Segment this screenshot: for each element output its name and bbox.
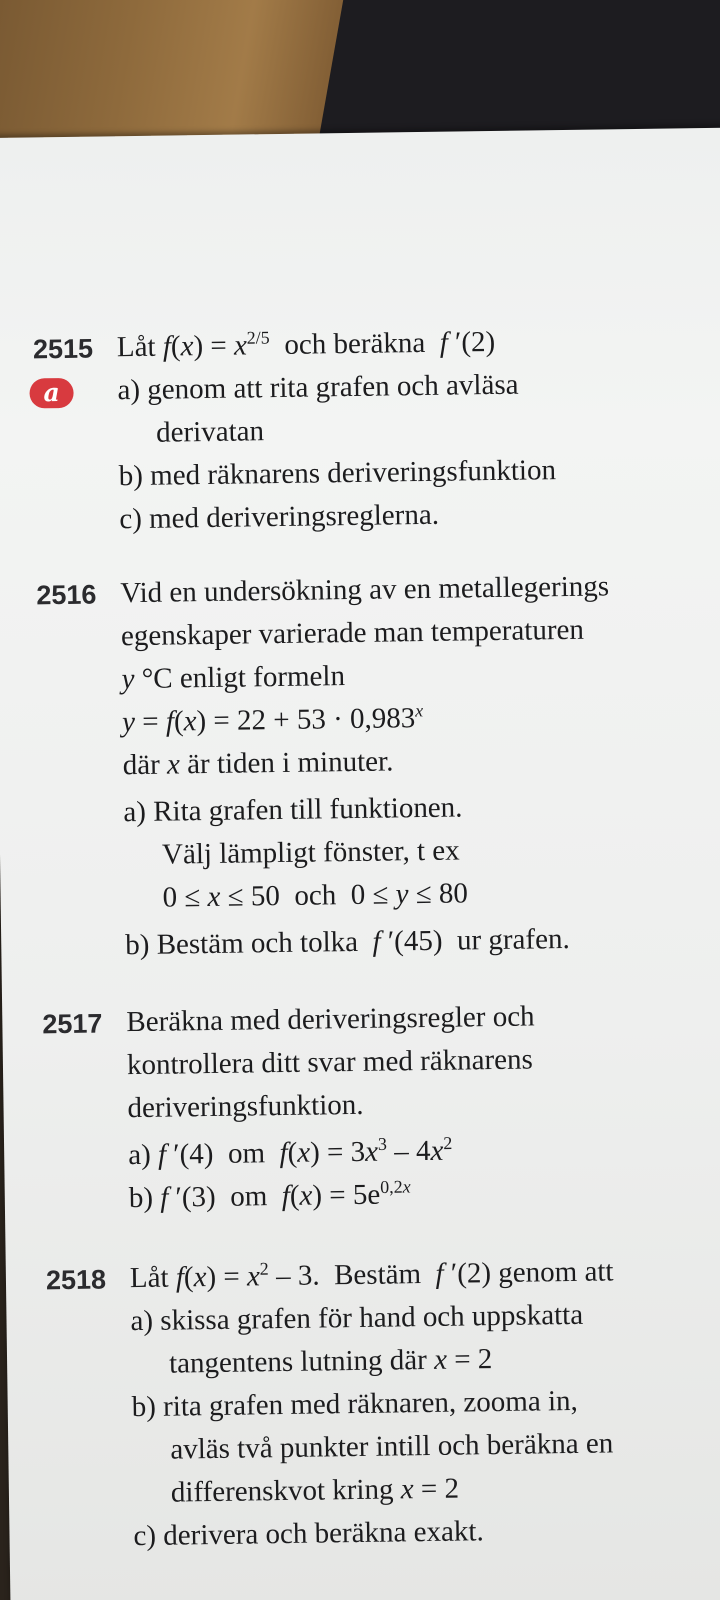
problem-2517-line-2: kontrollera ditt svar med räknarens: [126, 1043, 534, 1082]
problem-number-2517: 2517: [42, 1008, 103, 1040]
textbook-page: [0, 127, 720, 1600]
problem-2516: [120, 565, 614, 967]
problem-2515-intro: Låt $f(x) = x^{2/5}$ och beräkna f ′(2): [116, 325, 496, 364]
problem-2517-item-b: b) f ′(3) om $f(x) = 5e^{0,2x}$: [128, 1176, 411, 1215]
problem-2517: [126, 995, 537, 1220]
problem-2518-item-a-line-2: tangentens lutning där x = 2: [168, 1343, 493, 1380]
problem-2516-item-a: a) Rita grafen till funktionen.: [123, 791, 463, 829]
problem-2517-line-1: Beräkna med deriveringsregler och: [126, 1000, 535, 1039]
problem-2518-item-c: c) derivera och beräkna exakt.: [133, 1515, 484, 1553]
problem-2518-intro: Låt $f(x) = x^2 - 3$. Bestäm f ′(2) genom att: [129, 1255, 614, 1295]
problem-2515: [117, 320, 557, 541]
problem-2516-item-a-line-2: Välj lämpligt fönster, t ex: [161, 834, 460, 871]
problem-2518-item-a: a) skissa grafen för hand och uppskatta: [130, 1298, 584, 1338]
problem-2515-item-b: b) med räknarens deriveringsfunktion: [118, 454, 557, 493]
dark-object-background: [317, 0, 720, 150]
problem-2516-line-2: egenskaper varierade man temperaturen: [120, 613, 585, 653]
problem-2518-item-b-line-3: differenskvot kring x = 2: [170, 1472, 460, 1509]
problem-2518: [130, 1250, 618, 1558]
problem-2515-item-a: a) genom att rita grafen och avläsa: [117, 368, 519, 407]
problem-2517-line-3: deriveringsfunktion.: [127, 1088, 364, 1125]
problem-2516-line-1: Vid en undersökning av en metallegerings: [120, 570, 610, 610]
problem-2518-item-b: b) rita grafen med räknaren, zooma in,: [131, 1384, 578, 1424]
problem-number-2515: 2515: [32, 333, 94, 365]
problem-number-2516: 2516: [36, 579, 97, 611]
problem-2516-line-5: där x är tiden i minuter.: [122, 745, 394, 782]
problem-2515-item-c: c) med deriveringsreglerna.: [119, 498, 440, 536]
problem-2515-item-a-cont: derivatan: [155, 415, 265, 449]
problem-2516-item-b: b) Bestäm och tolka f ′(45) ur grafen.: [125, 922, 570, 962]
problem-2516-item-a-line-3: 0 ≤ x ≤ 50 och 0 ≤ y ≤ 80: [162, 877, 469, 914]
problem-2516-formula: $y = f(x) = 22 + 53 \cdot 0,983^x$: [121, 700, 424, 739]
problem-2518-item-b-line-2: avläs två punkter intill och beräkna en: [170, 1427, 614, 1466]
badge-icon: a: [29, 378, 73, 409]
problem-2517-item-a: a) f ′(4) om $f(x) = 3x^3 - 4x^2$: [127, 1132, 453, 1172]
problem-number-2518: 2518: [45, 1264, 107, 1296]
problem-2516-line-3: y °C enligt formeln: [121, 660, 346, 696]
